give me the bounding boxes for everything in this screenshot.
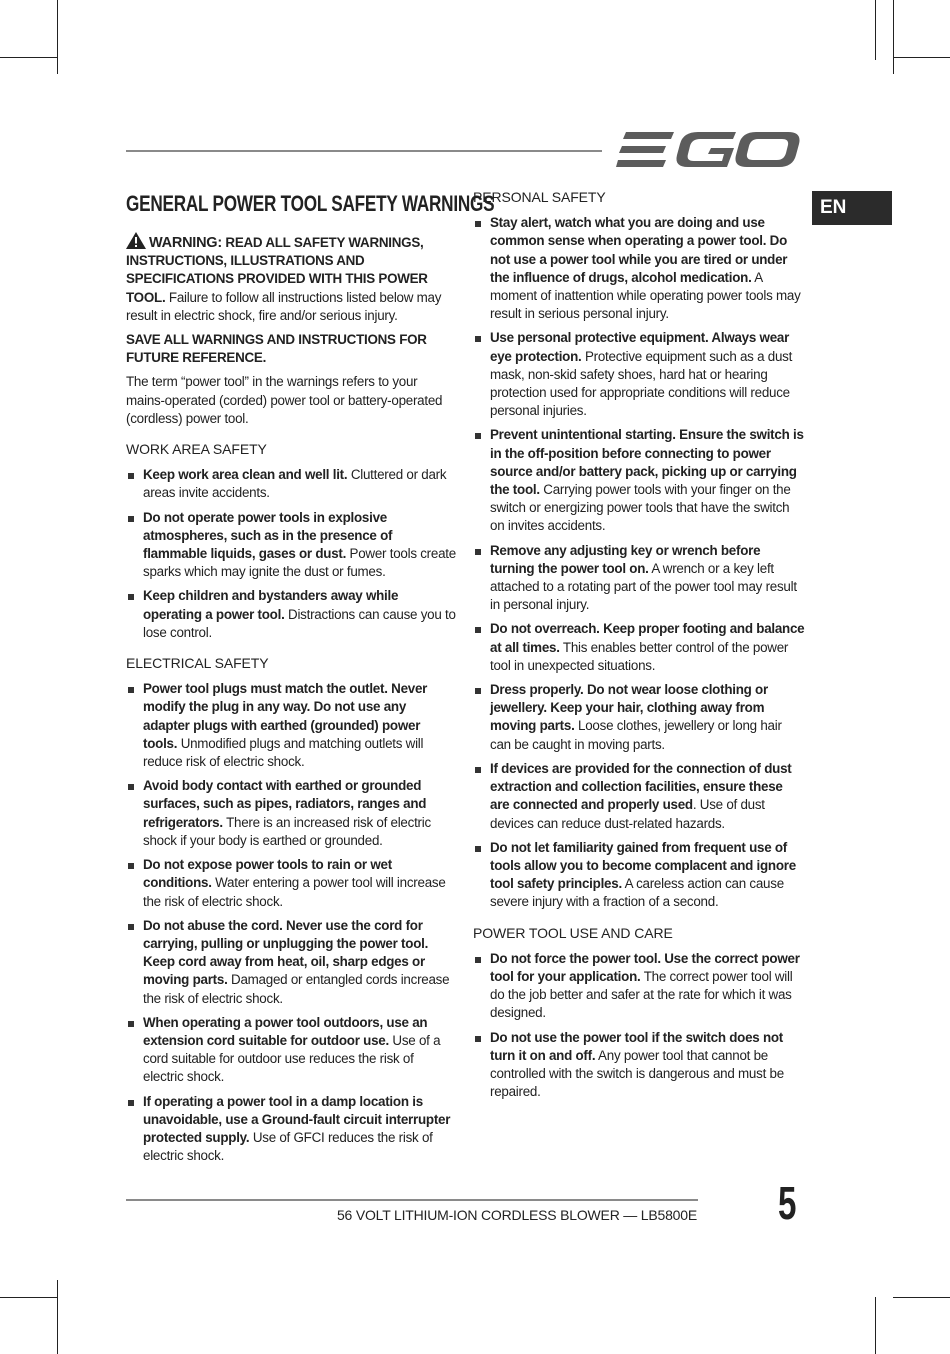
crop-mark (0, 1297, 57, 1298)
item-text: Use of a cord suitable for outdoor use reduces the risk of electric shock. (143, 1032, 441, 1085)
item-bold-text: Do not overreach. Keep proper footing and balance at all times. (490, 621, 805, 655)
personal-list (473, 214, 805, 911)
crop-mark (893, 1297, 950, 1298)
crop-mark (893, 0, 894, 74)
item-bold-text: Do not abuse the cord. Never use the cord for carrying, pulling or unplugging the power tool. Keep cord away from heat, oil, sharp edges or moving parts. (143, 917, 429, 988)
save-note: SAVE ALL WARNINGS AND INSTRUCTIONS FOR FUTURE REFERENCE. (126, 332, 427, 366)
list-item (473, 760, 805, 833)
list-item (126, 777, 456, 850)
warning-lead: READ ALL SAFETY WARNINGS, INSTRUCTIONS, ILLUSTRATIONS AND SPECIFICATIONS PROVIDED WITH THIS POWER TOOL. (126, 235, 428, 305)
ego-logo (616, 128, 800, 172)
item-text: Power tools create sparks which may ignite the dust or fumes. (143, 546, 456, 580)
list-item (126, 917, 456, 1008)
list-item (126, 509, 456, 582)
list-item (473, 214, 805, 323)
page-number: 5 (778, 1177, 797, 1229)
list-item (126, 1093, 456, 1166)
item-bold-text: Do not force the power tool. Use the correct power tool for your application. (490, 950, 800, 984)
item-bold-text: Keep children and bystanders away while operating a power tool. (143, 588, 399, 622)
list-item (126, 680, 456, 771)
left-column (126, 190, 495, 1171)
intro-text: The term “power tool” in the warnings refers to your mains-operated (corded) power tool or battery-operated (cordless) power tool. (126, 374, 443, 426)
item-text: This enables better control of the power tool in unexpected situations. (490, 639, 789, 673)
item-bold-text: Use personal protective equipment. Always wear eye protection. (490, 330, 790, 364)
list-item (473, 839, 805, 912)
item-text: A wrench or a key left attached to a rotating part of the power tool may result in personal injury. (490, 560, 797, 613)
item-text: . Use of dust devices can reduce dust-related hazards. (490, 797, 765, 831)
electrical-list (126, 680, 456, 1165)
list-item (473, 329, 805, 420)
work-area-list (126, 466, 456, 642)
warning-paragraph (126, 232, 456, 325)
crop-mark (57, 1280, 58, 1354)
section-title-personal: PERSONAL SAFETY (473, 189, 606, 205)
item-text: Loose clothes, jewellery or long hair can be caught in moving parts. (490, 718, 782, 752)
page-title: GENERAL POWER TOOL SAFETY WARNINGS (126, 191, 495, 216)
list-item (473, 681, 805, 754)
section-title-electrical: ELECTRICAL SAFETY (126, 655, 269, 672)
list-item (126, 856, 456, 911)
warning-label: WARNING: (149, 235, 222, 251)
item-text: The correct power tool will do the job better and safer at the rate for which it was designed. (490, 968, 793, 1021)
item-text: Protective equipment such as a dust mask, non-skid safety shoes, hard hat or hearing protection used for appropriate conditions will reduce personal injuries. (490, 348, 793, 419)
list-item (473, 620, 805, 675)
section-title-tool-use: POWER TOOL USE AND CARE (473, 924, 673, 941)
item-bold-text: When operating a power tool outdoors, use an extension cord suitable for outdoor use. (143, 1014, 428, 1048)
crop-mark (875, 1297, 876, 1354)
footer-rule (126, 1199, 698, 1201)
item-bold-text: Keep work area clean and well lit. (143, 467, 348, 483)
item-bold-text: Prevent unintentional starting. Ensure the switch is in the off-position before connecting to power source and/or battery pack, picking up or carrying the tool. (490, 427, 804, 498)
header-rule (126, 150, 602, 152)
item-text: Use of GFCI reduces the risk of electric shock. (143, 1129, 433, 1164)
tool-use-list (473, 950, 805, 1102)
item-bold-text: If devices are provided for the connection of dust extraction and collection facilities, ensure these are connected and properly used (490, 760, 792, 813)
crop-mark (893, 57, 950, 58)
warning-triangle-icon (126, 232, 146, 249)
item-bold-text: Do not expose power tools to rain or wet conditions. (143, 857, 392, 891)
item-bold-text: Do not operate power tools in explosive atmospheres, such as in the presence of flammable liquids, gases or dust. (143, 509, 393, 562)
item-text: Carrying power tools with your finger on the switch or energizing power tools that have the switch on invites accidents. (490, 482, 791, 534)
item-text: Water entering a power tool will increase the risk of electric shock. (143, 875, 446, 909)
item-text: Unmodified plugs and matching outlets will reduce risk of electric shock. (143, 735, 424, 770)
list-item (473, 950, 805, 1023)
item-bold-text: Do not use the power tool if the switch does not turn it on and off. (490, 1029, 784, 1063)
item-text: Any power tool that cannot be controlled with the switch is dangerous and must be repaired. (490, 1047, 784, 1100)
item-bold-text: If operating a power tool in a damp location is unavoidable, use a Ground-fault circuit interrupter protected supply. (143, 1093, 451, 1145)
list-item (126, 587, 456, 642)
item-bold-text: Stay alert, watch what you are doing and use common sense when operating a power tool. Do not use a power tool while you are tired or under the influence of drugs, alcohol medication. (490, 215, 788, 285)
item-text: A careless action can cause severe injury with a fraction of a second. (490, 876, 784, 910)
list-item (473, 426, 805, 535)
item-text: Damaged or entangled cords increase the risk of electric shock. (143, 972, 450, 1006)
item-bold-text: Dress properly. Do not wear loose clothing or jewellery. Keep your hair, clothing away from moving parts. (490, 682, 768, 734)
item-bold-text: Avoid body contact with earthed or grounded surfaces, such as pipes, radiators, ranges and refrigerators. (143, 778, 427, 830)
list-item (126, 1014, 456, 1087)
list-item (126, 466, 456, 502)
crop-mark (875, 0, 876, 60)
item-text: Distractions can cause you to lose control. (143, 606, 456, 640)
item-bold-text: Remove any adjusting key or wrench before turning the power tool on. (490, 542, 761, 576)
item-bold-text: Do not let familiarity gained from frequent use of tools allow you to become complacent and ignore tool safety principles. (490, 839, 796, 892)
list-item (473, 1029, 805, 1102)
warning-text: Failure to follow all instructions listed below may result in electric shock, fire and/or serious injury. (126, 289, 442, 323)
item-text: A moment of inattention while operating power tools may result in serious personal injury. (490, 269, 801, 322)
footer-text: 56 VOLT LITHIUM-ION CORDLESS BLOWER — LB5800E (336, 1207, 697, 1223)
item-bold-text: Power tool plugs must match the outlet. Never modify the plug in any way. Do not use any adapter plugs with earthed (grounded) power tools. (143, 681, 428, 751)
right-column (473, 188, 805, 1107)
language-tab: EN (812, 191, 892, 225)
crop-mark (0, 57, 57, 58)
item-text: Cluttered or dark areas invite accidents. (143, 467, 447, 501)
crop-mark (57, 0, 58, 74)
section-title-work-area: WORK AREA SAFETY (126, 441, 267, 458)
list-item (473, 542, 805, 615)
item-text: There is an increased risk of electric shock if your body is earthed or grounded. (143, 814, 431, 848)
